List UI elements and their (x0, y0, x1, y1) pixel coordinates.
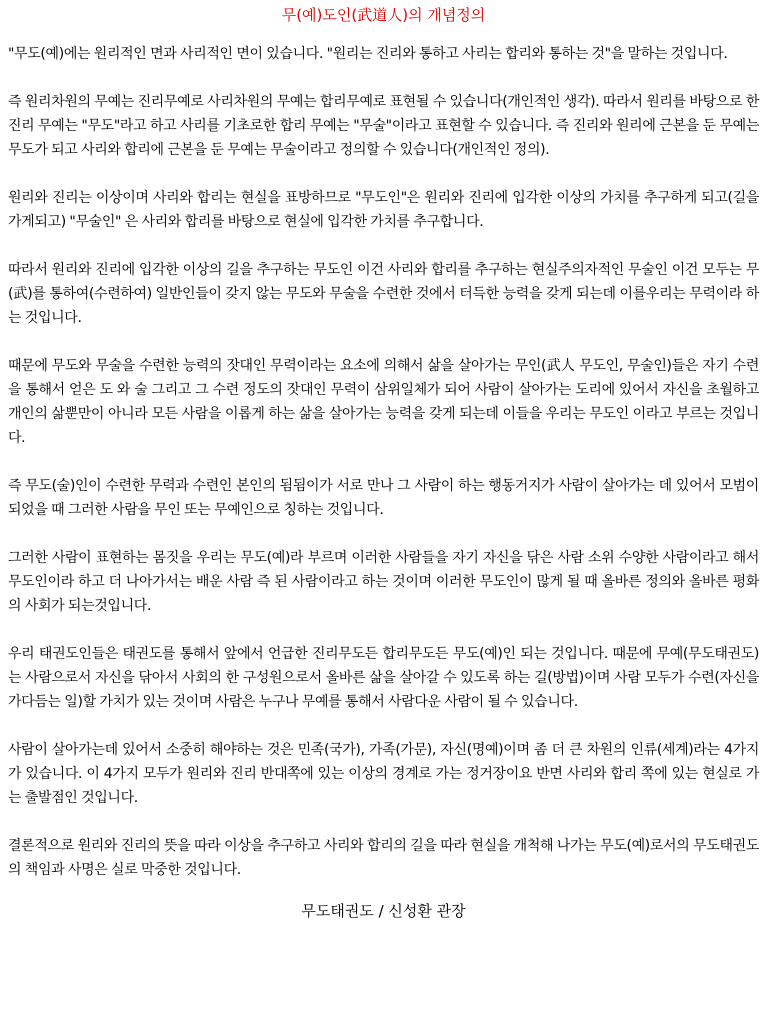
paragraph-1: "무도(예)에는 원리적인 면과 사리적인 면이 있습니다. "원리는 진리와 통하고 사리는 합리와 통하는 것"을 말하는 것입니다. (8, 46, 728, 62)
paragraph-6: 즉 무도(술)인이 수련한 무력과 수련인 본인의 됨됨이가 서로 만나 그 사람이 하는 행동거지가 사람이 살아가는 데 있어서 모범이 되었을 때 그러한 사람을 무인 또는 무예인으로 칭하는 것입니다. (8, 478, 759, 518)
paragraph-7: 그러한 사람이 표현하는 몸짓을 우리는 무도(예)라 부르며 이러한 사람들을 자기 자신을 닦은 사람 소위 수양한 사람이라고 해서 무도인이라 하고 더 나아가서는 배운 사람 즉 된 사람이라고 하는 것이며 이러한 무도인이 많게 될 때 올바른 정의와 올바른 평화의 사회가 되는것입니다. (8, 550, 759, 614)
paragraph-2: 즉 원리차원의 무예는 진리무예로 사리차원의 무예는 합리무예로 표현될 수 있습니다(개인적인 생각). 따라서 원리를 바탕으로 한 진리 무예는 "무도"라고 하고 사리를 기초로한 합리 무예는 "무술"이라고 표현할 수 있습니다. 즉 진리와 원리에 근본을 둔 무예는 무도가 되고 사리와 합리에 근본을 둔 무예는 무술이라고 정의할 수 있습니다(개인적인 정의). (8, 94, 759, 158)
paragraph-8: 우리 태권도인들은 태권도를 통해서 앞에서 언급한 진리무도든 합리무도든 무도(예)인 되는 것입니다. 때문에 무예(무도태권도)는 사람으로서 자신을 닦아서 사회의 한 구성원으로서 올바른 삶을 살아갈 수 있도록 하는 길(방법)이며 사람 모두가 수련(자신을 가다듬는 일)할 가치가 있는 것이며 사람은 누구나 무예를 통해서 사람다운 사람이 될 수 있습니다. (8, 646, 759, 710)
paragraph-4: 따라서 원리와 진리에 입각한 이상의 길을 추구하는 무도인 이건 사리와 합리를 추구하는 현실주의자적인 무술인 이건 모두는 무(武)를 통하여(수련하여) 일반인들이 갖지 않는 무도와 무술을 수련한 것에서 터득한 능력을 갖게 되는데 이를우리는 무력이라 하는 것입니다. (8, 262, 759, 326)
paragraph-3: 원리와 진리는 이상이며 사리와 합리는 현실을 표방하므로 "무도인"은 원리와 진리에 입각한 이상의 가치를 추구하게 되고(길을 가게되고) "무술인" 은 사리와 합리를 바탕으로 현실에 입각한 가치를 추구합니다. (8, 190, 759, 230)
article-title: 무(예)도인(武道人)의 개념정의 (281, 6, 486, 24)
paragraph-9: 사람이 살아가는데 있어서 소중히 해야하는 것은 민족(국가), 가족(가문), 자신(명예)이며 좀 더 큰 차원의 인류(세계)라는 4가지가 있습니다. 이 4가지 모두가 원리와 진리 반대쪽에 있는 이상의 경계로 가는 정거장이요 반면 사리와 합리 쪽에 있는 현실로 가는 출발점인 것입니다. (8, 742, 759, 806)
author-signature: 무도태권도 / 신성환 관장 (301, 902, 466, 920)
paragraph-5: 때문에 무도와 무술을 수련한 능력의 잣대인 무력이라는 요소에 의해서 삶을 살아가는 무인(武人 무도인, 무술인)들은 자기 수련을 통해서 얻은 도 와 술 그리고 그 수련 정도의 잣대인 무력이 삼위일체가 되어 사람이 살아가는 도리에 있어서 자신을 초월하고 개인의 삶뿐만이 아니라 모든 사람을 이롭게 하는 삶을 살아가는 능력을 갖게 되는데 이들을 우리는 무도인 이라고 부르는 것입니다. (8, 358, 759, 446)
paragraph-10: 결론적으로 원리와 진리의 뜻을 따라 이상을 추구하고 사리와 합리의 길을 따라 현실을 개척해 나가는 무도(예)로서의 무도태권도의 책임과 사명은 실로 막중한 것입니다. (8, 838, 759, 878)
